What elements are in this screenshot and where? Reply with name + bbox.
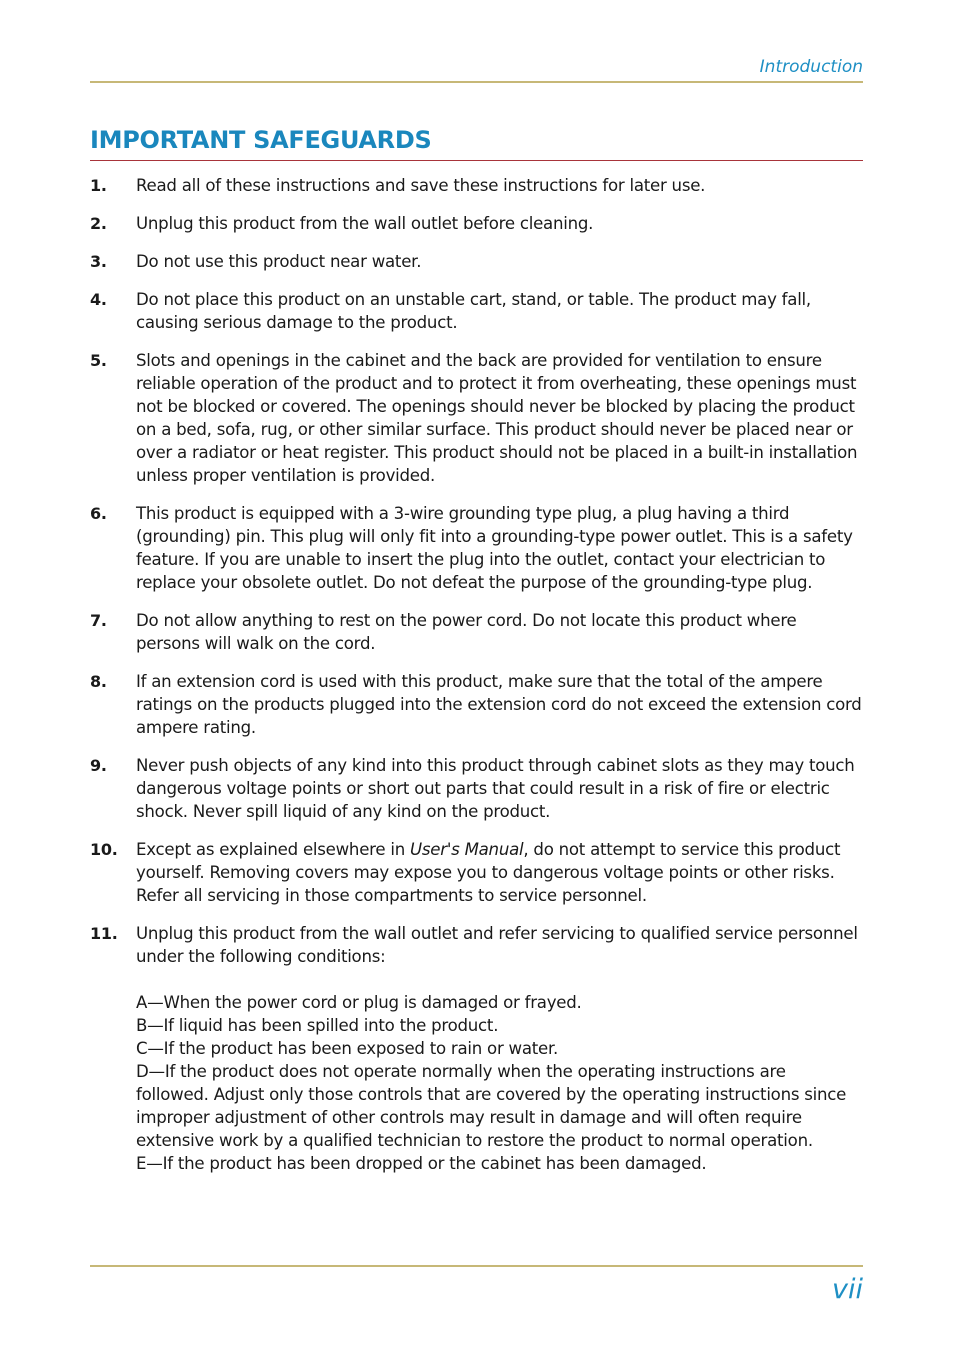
list-item — [90, 349, 863, 487]
item-text: Do not place this product on an unstable cart, stand, or table. The product may fall, causing serious damage to the product. — [136, 290, 811, 332]
condition-b: B—If liquid has been spilled into the product. — [136, 1016, 499, 1035]
list-item — [90, 670, 863, 739]
item-text: Read all of these instructions and save these instructions for later use. — [136, 176, 706, 195]
item-text: Do not allow anything to rest on the power cord. Do not locate this product where persons will walk on the cord. — [136, 611, 797, 653]
conditions-list — [136, 991, 863, 1175]
item-text: Do not use this product near water. — [136, 252, 422, 271]
list-item — [90, 754, 863, 823]
item-text-after: , do not attempt to service this product yourself. Removing covers may expose you to dangerous voltage points or other risks. Refer all servicing in those compartments to service personnel. — [136, 840, 841, 905]
item-number: 8. — [90, 672, 107, 691]
item-number: 2. — [90, 214, 107, 233]
condition-a: A—When the power cord or plug is damaged or frayed. — [136, 993, 582, 1012]
page-title: IMPORTANT SAFEGUARDS — [90, 126, 432, 154]
item-intro: Unplug this product from the wall outlet and refer servicing to qualified service personnel under the following conditions: — [136, 924, 858, 966]
page-number: vii — [832, 1274, 863, 1305]
item-number: 9. — [90, 756, 107, 775]
item-text: Slots and openings in the cabinet and the back are provided for ventilation to ensure reliable operation of the product and to protect it from overheating, these openings must not be blocked or covered. The openings should never be blocked by placing the product on a bed, sofa, rug, or other similar surface. This product should never be placed near or over a radiator or heat register. This product should not be placed in a built-in installation unless proper ventilation is provided. — [136, 351, 858, 485]
list-item — [90, 838, 863, 907]
list-item — [90, 288, 863, 334]
title-underline — [90, 160, 863, 161]
condition-d: D—If the product does not operate normally when the operating instructions are followed. Adjust only those controls that are covered by the operating instructions since improper adjustment of other controls may result in damage and will often require extensive work by a qualified technician to restore the product to normal operation. — [136, 1062, 847, 1150]
item-text: This product is equipped with a 3-wire grounding type plug, a plug having a third (grounding) pin. This plug will only fit into a grounding-type power outlet. This is a safety feature. If you are unable to insert the plug into the outlet, contact your electrician to replace your obsolete outlet. Do not defeat the purpose of the grounding-type plug. — [136, 504, 853, 592]
item-text: Unplug this product from the wall outlet before cleaning. — [136, 214, 594, 233]
list-item — [90, 609, 863, 655]
footer-rule — [90, 1265, 863, 1267]
condition-c: C—If the product has been exposed to rain or water. — [136, 1039, 559, 1058]
item-number: 1. — [90, 176, 107, 195]
list-item — [90, 212, 863, 235]
item-text — [136, 922, 863, 1175]
item-text: If an extension cord is used with this product, make sure that the total of the ampere ratings on the products plugged into the extension cord do not exceed the extension cord ampere rating. — [136, 672, 862, 737]
item-number: 6. — [90, 504, 107, 523]
item-number: 11. — [90, 924, 118, 943]
running-header: Introduction — [759, 57, 863, 77]
item-number: 3. — [90, 252, 107, 271]
manual-title: User's Manual — [410, 840, 524, 859]
condition-e: E—If the product has been dropped or the cabinet has been damaged. — [136, 1154, 707, 1173]
item-number: 5. — [90, 351, 107, 370]
safeguards-list — [90, 174, 863, 1190]
item-number: 7. — [90, 611, 107, 630]
list-item — [90, 250, 863, 273]
list-item — [90, 174, 863, 197]
item-number: 4. — [90, 290, 107, 309]
list-item — [90, 922, 863, 1175]
header-rule — [90, 81, 863, 83]
item-text: Never push objects of any kind into this product through cabinet slots as they may touch dangerous voltage points or short out parts that could result in a risk of fire or electric shock. Never spill liquid of any kind on the product. — [136, 756, 855, 821]
item-text — [136, 838, 863, 907]
list-item — [90, 502, 863, 594]
item-number: 10. — [90, 840, 118, 859]
item-text-before: Except as explained elsewhere in — [136, 840, 411, 859]
